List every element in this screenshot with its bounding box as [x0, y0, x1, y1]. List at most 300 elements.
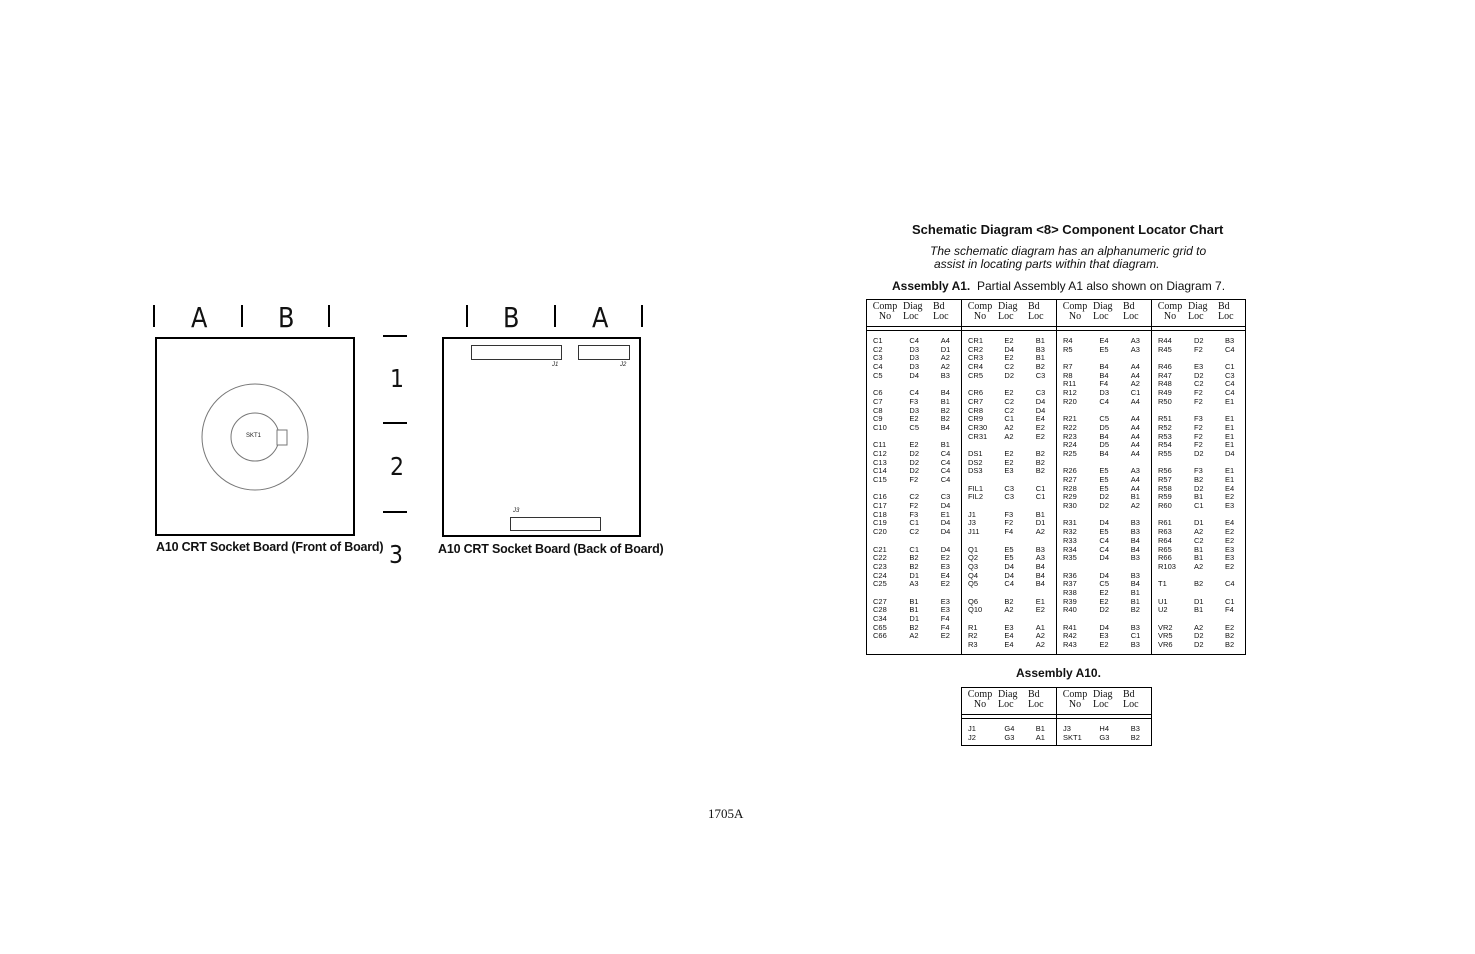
header-line: Comp — [1062, 301, 1088, 312]
comp-no: C11 — [873, 440, 887, 450]
diag-loc: E4 — [1099, 336, 1109, 345]
diag-loc: E3 — [1194, 362, 1204, 372]
comp-no: C17 — [873, 501, 887, 511]
assembly-a10-title: Assembly A10. — [1016, 666, 1101, 680]
bd-loc: B4 — [940, 422, 950, 432]
diag-loc: C5 — [909, 422, 919, 432]
bd-loc: B1 — [1130, 596, 1140, 606]
comp-no: C6 — [873, 388, 883, 398]
bd-loc: C1 — [1035, 483, 1046, 493]
comp-no: Q4 — [968, 570, 979, 580]
diag-loc: F4 — [1099, 379, 1109, 389]
comp-no: R1 — [968, 622, 978, 632]
comp-no: C10 — [873, 422, 887, 432]
diag-loc: A2 — [909, 631, 919, 641]
diag-loc: C5 — [1099, 414, 1109, 424]
diag-loc: C5 — [1099, 579, 1109, 589]
comp-no: R43 — [1063, 640, 1077, 650]
table-row — [962, 493, 1056, 502]
chart-subtitle-line1: The schematic diagram has an alphanumeric grid to — [930, 244, 1207, 258]
header-comp — [962, 690, 998, 714]
bd-loc: B4 — [1035, 579, 1045, 589]
connector-j1 — [471, 345, 562, 360]
header-line: Diag — [998, 689, 1018, 700]
diag-loc: C4 — [909, 388, 919, 398]
comp-no: C66 — [873, 631, 887, 641]
chart-subtitle-line2: assist in locating parts within that diagram. — [934, 257, 1160, 271]
comp-no: C19 — [873, 518, 887, 528]
bd-loc: D1 — [1035, 518, 1046, 528]
diag-loc: E2 — [1004, 457, 1014, 467]
comp-no: R66 — [1158, 553, 1172, 563]
diag-loc: D5 — [1099, 422, 1109, 432]
row-number: 3 — [389, 541, 403, 570]
table-row — [1152, 398, 1245, 407]
front-board-outline — [155, 337, 355, 536]
diag-loc: B2 — [909, 553, 919, 563]
bd-loc: E2 — [1035, 422, 1045, 432]
comp-no: R20 — [1063, 396, 1077, 406]
locator-column-group — [1057, 300, 1152, 654]
grid-tick — [328, 305, 330, 327]
bd-loc: E4 — [1225, 483, 1235, 493]
bd-loc: B1 — [940, 440, 950, 450]
diag-loc: D2 — [1099, 605, 1109, 615]
table-row — [867, 528, 961, 537]
bd-loc: A4 — [1130, 475, 1140, 484]
header-line: Loc — [1028, 311, 1044, 322]
diag-loc: E5 — [1099, 475, 1109, 484]
diag-loc: F2 — [1194, 388, 1203, 398]
diag-loc: F2 — [1194, 440, 1203, 450]
diag-loc: B4 — [1099, 370, 1109, 380]
comp-no: CR31 — [968, 431, 988, 441]
header-line: Bd — [1028, 301, 1040, 312]
comp-no: R40 — [1063, 605, 1077, 615]
grid-tick — [554, 305, 556, 327]
diag-loc: C1 — [1004, 414, 1014, 424]
comp-no: R2 — [968, 631, 978, 641]
bd-loc: E2 — [1225, 561, 1235, 571]
diag-loc: D4 — [1099, 622, 1109, 632]
diag-loc: A3 — [909, 579, 919, 589]
comp-no: CR6 — [968, 388, 984, 398]
comp-no: R60 — [1158, 501, 1172, 511]
comp-no: R35 — [1063, 553, 1077, 563]
diag-loc: E5 — [1004, 544, 1014, 554]
bd-loc: B2 — [1130, 732, 1140, 742]
comp-no: R46 — [1158, 362, 1172, 372]
column-header — [962, 688, 1056, 715]
comp-no: C5 — [873, 370, 883, 380]
diag-loc: C4 — [909, 336, 919, 345]
bd-loc: C1 — [1035, 492, 1046, 502]
comp-no: C7 — [873, 396, 883, 406]
a10-locator-table — [961, 687, 1152, 746]
diag-loc: D1 — [909, 570, 919, 580]
bd-loc: A3 — [1035, 553, 1045, 563]
bd-loc: C4 — [940, 448, 951, 458]
bd-loc: A2 — [940, 353, 950, 363]
bd-loc: C4 — [940, 475, 951, 484]
diag-loc: D2 — [1194, 448, 1204, 458]
diag-loc: C2 — [1004, 362, 1014, 372]
bd-loc: E4 — [940, 570, 950, 580]
bd-loc: B2 — [940, 405, 950, 415]
bd-loc: E3 — [1225, 553, 1235, 563]
bd-loc: A4 — [1130, 440, 1140, 450]
diag-loc: E2 — [1099, 640, 1109, 650]
comp-no: U2 — [1158, 605, 1168, 615]
comp-no: CR8 — [968, 405, 984, 415]
bd-loc: B2 — [1035, 448, 1045, 458]
comp-no: J3 — [968, 518, 976, 528]
comp-no: R56 — [1158, 466, 1172, 476]
bd-loc: E1 — [1225, 440, 1235, 450]
comp-no: R59 — [1158, 492, 1172, 502]
comp-no: R41 — [1063, 622, 1077, 632]
bd-loc: B3 — [940, 370, 950, 380]
diag-loc: F2 — [1194, 396, 1203, 406]
bd-loc: D4 — [1035, 396, 1046, 406]
bd-loc: B1 — [1130, 492, 1140, 502]
locator-column-group — [1152, 300, 1245, 654]
table-row — [962, 433, 1056, 442]
bd-loc: E2 — [1225, 535, 1235, 545]
comp-no: C20 — [873, 527, 887, 537]
bd-loc: B1 — [940, 396, 950, 406]
table-row — [1057, 502, 1151, 511]
diag-loc: B2 — [1194, 579, 1204, 589]
comp-no: R103 — [1158, 561, 1176, 571]
diag-loc: F2 — [1194, 431, 1203, 441]
bd-loc: A1 — [1035, 622, 1045, 632]
header-comp — [867, 302, 903, 326]
header-bd — [1218, 302, 1242, 326]
diag-loc: D4 — [1099, 570, 1109, 580]
bd-loc: B3 — [1035, 344, 1045, 354]
bd-loc: A2 — [1035, 527, 1045, 537]
table-row — [867, 632, 961, 641]
table-row — [1057, 554, 1151, 563]
comp-no: CR3 — [968, 353, 984, 363]
comp-no: J1 — [968, 509, 976, 519]
bd-loc: A4 — [1130, 362, 1140, 372]
bd-loc: E3 — [940, 605, 950, 615]
bd-loc: E2 — [1225, 622, 1235, 632]
diag-loc: F3 — [1194, 466, 1203, 476]
diag-loc: F2 — [1194, 344, 1203, 354]
comp-no: R23 — [1063, 431, 1077, 441]
diag-loc: E5 — [1004, 553, 1014, 563]
diag-loc: D5 — [1099, 440, 1109, 450]
bd-loc: A4 — [1130, 431, 1140, 441]
header-line: Diag — [1093, 301, 1113, 312]
diag-loc: G3 — [1099, 732, 1110, 742]
header-line: Loc — [998, 699, 1014, 710]
bd-loc: D4 — [940, 518, 951, 528]
bd-loc: E2 — [940, 579, 950, 589]
bd-loc: D4 — [940, 544, 951, 554]
row-number: 2 — [390, 453, 404, 482]
diag-loc: D4 — [1004, 561, 1014, 571]
bd-loc: B2 — [940, 414, 950, 424]
diag-loc: E4 — [1004, 631, 1014, 641]
chart-title: Schematic Diagram <8> Component Locator Chart — [912, 222, 1224, 237]
diag-loc: E2 — [1004, 388, 1014, 398]
table-row — [1057, 450, 1151, 459]
header-bd — [1123, 302, 1147, 326]
diag-loc: E2 — [1004, 353, 1014, 363]
header-comp — [1152, 302, 1188, 326]
comp-no: U1 — [1158, 596, 1168, 606]
diag-loc: D4 — [1099, 518, 1109, 528]
bd-loc: E2 — [1225, 527, 1235, 537]
bd-loc: B1 — [1035, 336, 1045, 345]
header-line: Loc — [998, 311, 1014, 322]
diag-loc: C2 — [1004, 405, 1014, 415]
comp-no: C25 — [873, 579, 887, 589]
comp-no: R52 — [1158, 422, 1172, 432]
bd-loc: C1 — [1130, 631, 1141, 641]
comp-no: C8 — [873, 405, 883, 415]
header-line: Comp — [1062, 689, 1088, 700]
comp-no: R64 — [1158, 535, 1172, 545]
bd-loc: E2 — [1225, 492, 1235, 502]
diag-loc: D4 — [1099, 553, 1109, 563]
comp-no: J3 — [1063, 724, 1071, 733]
table-row — [867, 424, 961, 433]
row-divider — [383, 511, 407, 513]
comp-no: DS3 — [968, 466, 983, 476]
grid-tick — [466, 305, 468, 327]
table-row — [1057, 734, 1151, 743]
header-diag — [1093, 302, 1123, 326]
table-row — [1152, 450, 1245, 459]
comp-no: R22 — [1063, 422, 1077, 432]
bd-loc: C1 — [1225, 362, 1235, 372]
bd-loc: A2 — [1035, 640, 1045, 650]
header-bd — [1123, 690, 1147, 714]
diag-loc: D3 — [909, 362, 919, 372]
comp-no: DS1 — [968, 448, 983, 458]
bd-loc: F4 — [940, 614, 950, 623]
diag-loc: D3 — [1099, 388, 1109, 398]
table-row — [962, 580, 1056, 589]
header-line: Loc — [1093, 311, 1109, 322]
diag-loc: A2 — [1194, 561, 1204, 571]
comp-no: R30 — [1063, 501, 1077, 511]
comp-no: R49 — [1158, 388, 1172, 398]
comp-no: R61 — [1158, 518, 1172, 528]
diag-loc: D2 — [1194, 640, 1204, 650]
diag-loc: F2 — [1194, 422, 1203, 432]
locator-column-group — [962, 300, 1057, 654]
grid-col-letter: A — [191, 301, 208, 335]
comp-no: Q2 — [968, 553, 979, 563]
bd-loc: E3 — [940, 561, 950, 571]
comp-no: R12 — [1063, 388, 1077, 398]
comp-no: CR5 — [968, 370, 984, 380]
comp-no: R54 — [1158, 440, 1172, 450]
diag-loc: F3 — [909, 509, 919, 519]
bd-loc: C4 — [1225, 579, 1235, 589]
bd-loc: A4 — [1130, 448, 1140, 458]
diag-loc: D1 — [1194, 518, 1204, 528]
bd-loc: B3 — [1130, 527, 1140, 537]
header-line: Bd — [1218, 301, 1230, 312]
comp-no: R24 — [1063, 440, 1077, 450]
diag-loc: C1 — [1194, 501, 1204, 511]
table-row — [867, 372, 961, 381]
header-line: Bd — [1028, 689, 1040, 700]
comp-no: Q10 — [968, 605, 983, 615]
comp-no: R26 — [1063, 466, 1077, 476]
bd-loc: B4 — [940, 388, 950, 398]
comp-no: C22 — [873, 553, 887, 563]
comp-no: FIL2 — [968, 492, 984, 502]
bd-loc: B2 — [1035, 466, 1045, 476]
bd-loc: A2 — [940, 362, 950, 372]
diag-loc: A2 — [1004, 605, 1014, 615]
header-bd — [1028, 302, 1052, 326]
grid-tick — [241, 305, 243, 327]
header-line: Loc — [1123, 311, 1139, 322]
bd-loc: C4 — [1225, 379, 1235, 389]
bd-loc: F4 — [940, 622, 950, 632]
comp-no: R47 — [1158, 370, 1172, 380]
diag-loc: E3 — [1004, 466, 1014, 476]
comp-no: Q3 — [968, 561, 979, 571]
table-row — [1152, 502, 1245, 511]
header-comp — [1057, 302, 1093, 326]
bd-loc: B4 — [1035, 570, 1045, 580]
j2-label: J2 — [620, 362, 627, 368]
header-line: Diag — [1093, 689, 1113, 700]
table-row — [1152, 641, 1245, 650]
comp-no: C18 — [873, 509, 887, 519]
bd-loc: A2 — [1130, 379, 1140, 389]
header-line: No — [878, 311, 892, 322]
bd-loc: C3 — [1035, 388, 1046, 398]
diag-loc: B4 — [1099, 448, 1109, 458]
diag-loc: F3 — [1194, 414, 1203, 424]
bd-loc: E1 — [1225, 414, 1235, 424]
column-header — [867, 300, 961, 327]
diag-loc: A2 — [1004, 422, 1014, 432]
diag-loc: E2 — [1099, 587, 1109, 597]
bd-loc: B3 — [1130, 724, 1140, 733]
bd-loc: B4 — [1130, 544, 1140, 554]
grid-col-letter: A — [592, 301, 609, 335]
bd-loc: E2 — [1035, 431, 1045, 441]
comp-no: R21 — [1063, 414, 1077, 424]
header-bd — [933, 302, 957, 326]
comp-no: R53 — [1158, 431, 1172, 441]
comp-no: VR6 — [1158, 640, 1173, 650]
bd-loc: A1 — [1035, 732, 1045, 742]
bd-loc: B4 — [1130, 579, 1140, 589]
comp-no: R37 — [1063, 579, 1077, 589]
bd-loc: B3 — [1130, 622, 1140, 632]
comp-no: VR2 — [1158, 622, 1173, 632]
diag-loc: C2 — [909, 527, 919, 537]
comp-no: R34 — [1063, 544, 1077, 554]
bd-loc: A4 — [1130, 414, 1140, 424]
bd-loc: B3 — [1130, 570, 1140, 580]
diag-loc: D4 — [909, 370, 919, 380]
header-line: No — [973, 311, 987, 322]
comp-no: R25 — [1063, 448, 1077, 458]
diag-loc: E2 — [1099, 596, 1109, 606]
comp-no: R38 — [1063, 587, 1077, 597]
diag-loc: D2 — [1194, 336, 1204, 345]
diag-loc: D3 — [909, 353, 919, 363]
j3-label: J3 — [513, 508, 520, 514]
table-row — [1152, 563, 1245, 572]
comp-no: VR5 — [1158, 631, 1173, 641]
bd-loc: A4 — [1130, 422, 1140, 432]
diag-loc: C4 — [1099, 535, 1109, 545]
diag-loc: G3 — [1004, 732, 1015, 742]
diag-loc: D2 — [909, 448, 919, 458]
header-line: Loc — [903, 311, 919, 322]
diag-loc: F4 — [1004, 527, 1014, 537]
diag-loc: B2 — [1194, 475, 1204, 484]
diag-loc: B4 — [1099, 431, 1109, 441]
comp-no: C9 — [873, 414, 883, 424]
bd-loc: B2 — [1035, 457, 1045, 467]
header-line: Loc — [1123, 699, 1139, 710]
comp-no: R58 — [1158, 483, 1172, 493]
diag-loc: G4 — [1004, 724, 1015, 733]
diag-loc: B2 — [909, 622, 919, 632]
bd-loc: B2 — [1225, 640, 1235, 650]
comp-no: R29 — [1063, 492, 1077, 502]
comp-no: C24 — [873, 570, 887, 580]
table-row — [1152, 346, 1245, 355]
diag-loc: B1 — [1194, 553, 1204, 563]
comp-no: R3 — [968, 640, 978, 650]
diag-loc: A2 — [1194, 622, 1204, 632]
bd-loc: B1 — [1035, 353, 1045, 363]
bd-loc: B2 — [1130, 605, 1140, 615]
comp-no: Q6 — [968, 596, 979, 606]
comp-no: R65 — [1158, 544, 1172, 554]
bd-loc: B1 — [1035, 724, 1045, 733]
bd-loc: E1 — [1225, 396, 1235, 406]
diag-loc: C1 — [909, 518, 919, 528]
comp-no: R44 — [1158, 336, 1172, 345]
diag-loc: F2 — [909, 501, 919, 511]
a1-locator-table — [866, 299, 1246, 655]
header-diag — [998, 690, 1028, 714]
diag-loc: B2 — [909, 561, 919, 571]
connector-j3 — [510, 517, 601, 531]
header-line: No — [1068, 699, 1082, 710]
diag-loc: F2 — [909, 475, 919, 484]
comp-no: C28 — [873, 605, 887, 615]
bd-loc: B2 — [1225, 631, 1235, 641]
comp-no: DS2 — [968, 457, 983, 467]
locator-column-group — [867, 300, 962, 654]
table-row — [962, 467, 1056, 476]
bd-loc: C4 — [940, 466, 951, 476]
bd-loc: E1 — [940, 509, 950, 519]
comp-no: C27 — [873, 596, 887, 606]
comp-no: FIL1 — [968, 483, 984, 493]
comp-no: C15 — [873, 475, 887, 484]
